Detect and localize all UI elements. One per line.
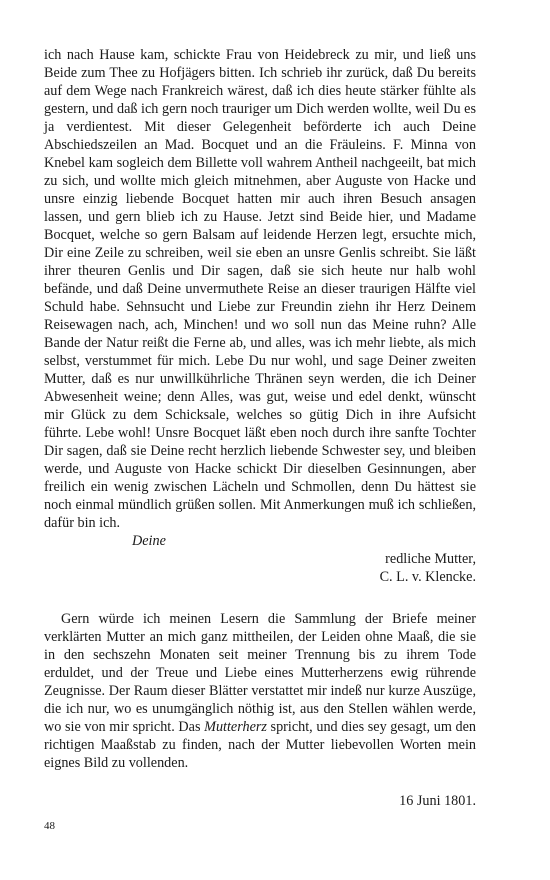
letter-closing: Deine	[132, 533, 166, 549]
commentary-paragraph	[44, 610, 476, 772]
signature-line-1: redliche Mutter,	[385, 551, 476, 567]
page-number: 48	[44, 820, 55, 832]
commentary-text-start: Gern würde ich meinen Lesern die Sammlung der Briefe meiner verklärten Mutter an mich ganz mittheilen, der Leiden ohne Maaß, die sie in den sechszehn Monaten seit meiner Trennung bis zu ihrem Tode erduldet, und der Treue und Liebe eines Mutterherzens ewig rührende Zeugnisse. Der Raum dieser Blätter verstattet mir indeß nur kurze Auszüge, die ich nur, wo es unumgänglich nöthig ist, aus den Stellen wählen werde, wo sie von mir spricht. Das	[44, 611, 476, 735]
emphasis-mutterherz: Mutterherz	[204, 719, 267, 735]
letter-paragraph: ich nach Hause kam, schickte Frau von Heidebreck zu mir, und ließ uns Beide zum Thee zu Hofjägers bitten. Ich schrieb ihr zurück, daß Du bereits auf dem Wege nach Frankreich wärest, daß ich dies heute stärker fühlte als gestern, und daß ich gern noch trauriger um Dich werden wollte, weil Du es ja verdientest. Mit dieser Gelegenheit beförderte ich auch Deine Abschiedszeilen an Mad. Bocquet und an die Fräuleins. F. Minna von Knebel kam sogleich dem Billette voll wahrem Antheil nachgeeilt, bat mich zu sich, und wollte mich gleich mitnehmen, aber Auguste von Hacke und unsre einzig liebende Bocquet hatten mir auch ihren Besuch ansagen lassen, und gern blieb ich zu Hause. Jetzt sind Beide hier, und Madame Bocquet, welche so gern Balsam auf leidende Herzen legt, ersuchte mich, Dir eine Zeile zu schreiben, weil sie eben an unsre Genlis schreibt. Sie läßt ihrer theuren Genlis und Dir sagen, daß sie sich heute nur halb wohl befände, und daß Deine unvermuthete Reise an dieser traurigen Hälfte viel Schuld habe. Sehnsucht und Liebe zur Freundin ziehn ihr Herz Deinem Reisewagen nach, ach, Minchen! und wo soll nun das Meine ruhn? Alle Bande der Natur reißt die Ferne ab, und alles, was ich mehr liebte, als mich selbst, verstummet für mich. Lebe Du nur wohl, und sage Deiner zweiten Mutter, daß es nur unwillkührliche Thränen seyn werden, die ich Deiner Abwesenheit weine; denn Alles, was gut, weise und edel denkt, wünscht mir Glück zu dem Schicksale, welches so gütig Dich in ihre Aufsicht führte. Lebe wohl! Unsre Bocquet läßt eben noch durch ihre sanfte Tochter Dir sagen, daß sie Deine recht herzlich liebende Schwester sey, und bleiben werde, und Auguste von Hacke schickt Dir dieselben Gesinnungen, aber freilich ein wenig zwischen Lächeln und Schmollen, denn Du hättest sie noch einmal mündlich grüßen sollen. Mit Anmerkungen muß ich schließen, dafür bin ich.	[44, 47, 476, 531]
book-page	[44, 46, 476, 810]
signature-line-2: C. L. v. Klencke.	[379, 569, 476, 585]
entry-date: 16 Juni 1801.	[399, 793, 476, 809]
date-gap	[44, 772, 476, 792]
section-gap	[44, 586, 476, 610]
commentary-text-end: spricht, und dies sey gesagt, um den richtigen Maaßstab zu finden, nach der Mutter liebevollen Worten mein eignes Bild zu vollenden.	[44, 719, 476, 771]
